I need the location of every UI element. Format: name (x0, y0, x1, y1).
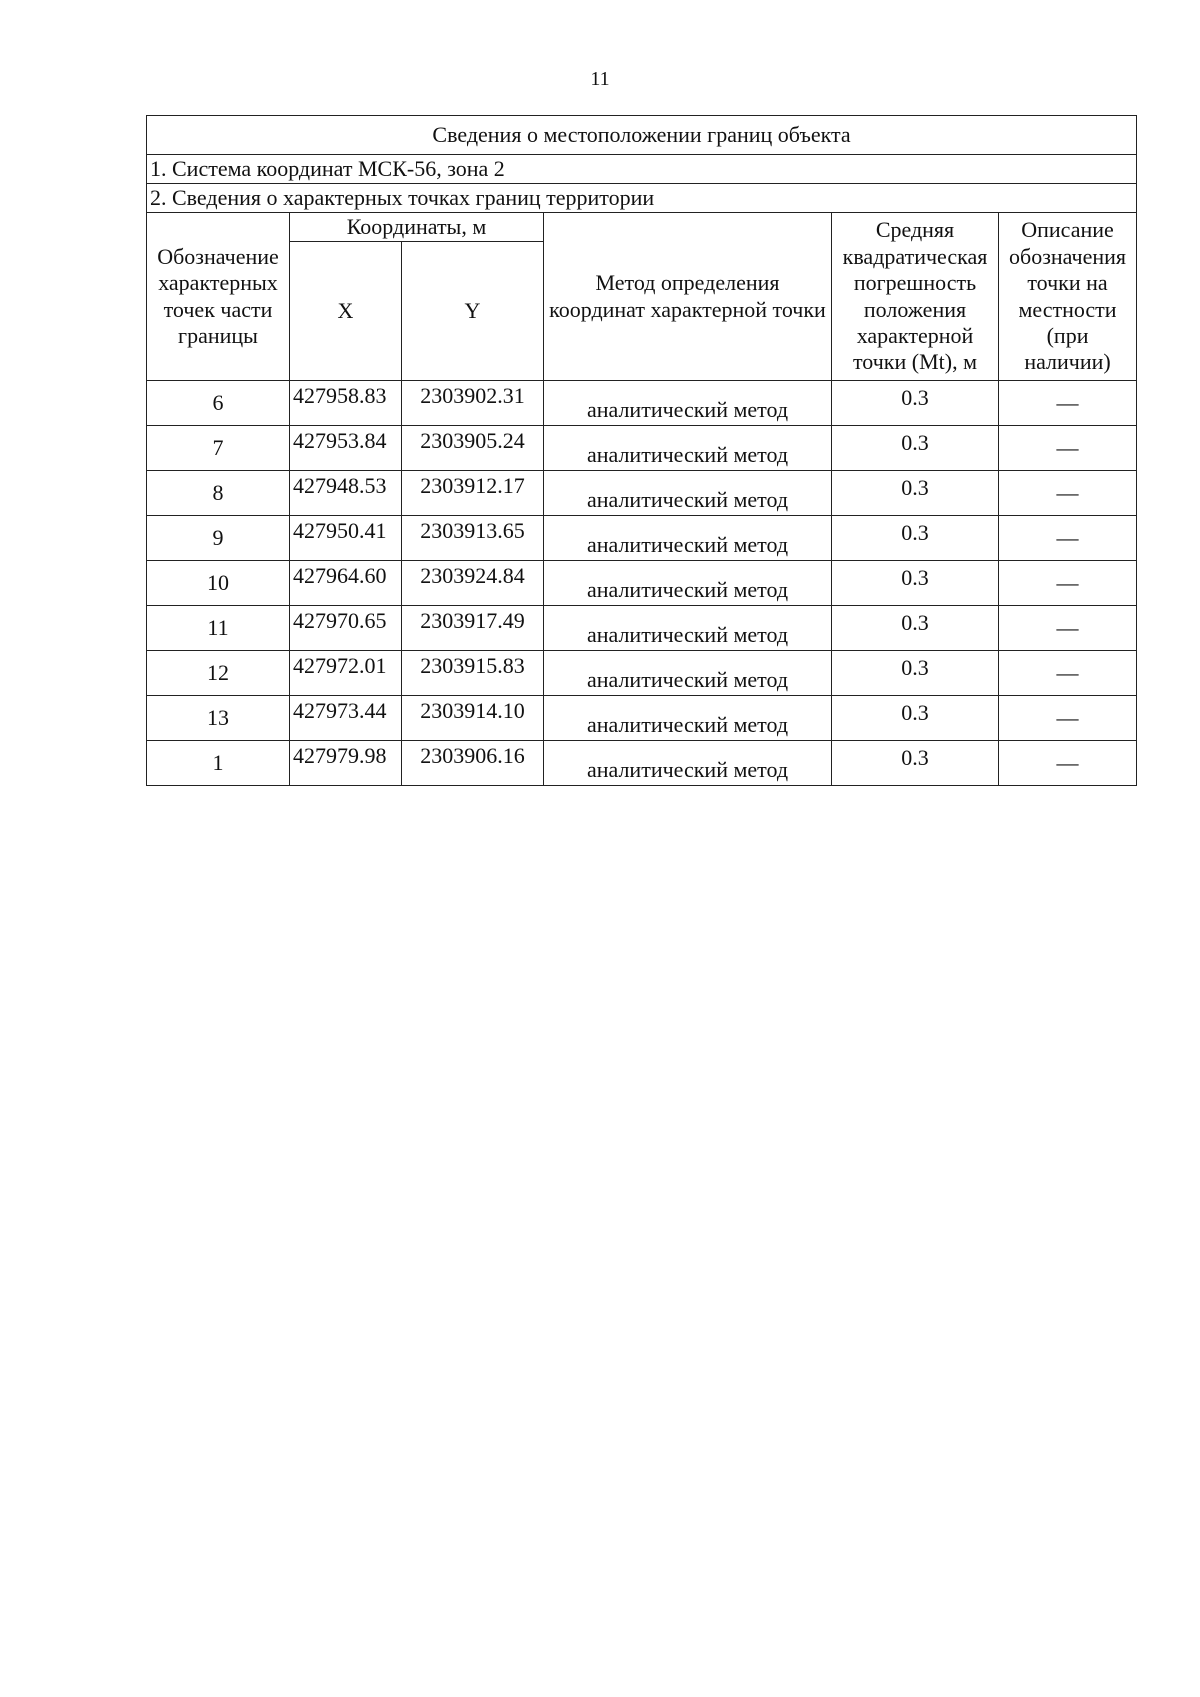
table-row (147, 561, 1137, 606)
header-row-top (147, 213, 1137, 242)
cell-point: 7 (147, 426, 290, 471)
table-title: Сведения о местоположении границ объекта (147, 116, 1137, 155)
cell-y: 2303912.17 (402, 471, 544, 516)
cell-description: — (999, 471, 1137, 516)
cell-point: 1 (147, 741, 290, 786)
header-x: X (290, 242, 402, 381)
header-method: Метод определения координат характерной точки (544, 213, 832, 381)
cell-description: — (999, 741, 1137, 786)
table-row (147, 606, 1137, 651)
cell-method: аналитический метод (544, 381, 832, 426)
cell-x: 427950.41 (290, 516, 402, 561)
cell-point: 8 (147, 471, 290, 516)
table-row (147, 426, 1137, 471)
cell-y: 2303905.24 (402, 426, 544, 471)
cell-x: 427970.65 (290, 606, 402, 651)
cell-y: 2303924.84 (402, 561, 544, 606)
coordinate-system-text: 1. Система координат МСК-56, зона 2 (147, 155, 1137, 184)
table-row (147, 381, 1137, 426)
cell-method: аналитический метод (544, 426, 832, 471)
cell-error: 0.3 (832, 381, 999, 426)
cell-method: аналитический метод (544, 471, 832, 516)
cell-description: — (999, 426, 1137, 471)
table-row (147, 741, 1137, 786)
cell-description: — (999, 651, 1137, 696)
cell-description: — (999, 516, 1137, 561)
table-row (147, 696, 1137, 741)
cell-x: 427958.83 (290, 381, 402, 426)
header-coordinates: Координаты, м (290, 213, 544, 242)
cell-y: 2303902.31 (402, 381, 544, 426)
cell-description: — (999, 561, 1137, 606)
header-point-designation: Обозначение характерных точек части границы (147, 213, 290, 381)
cell-error: 0.3 (832, 741, 999, 786)
page-number: 11 (590, 68, 610, 90)
cell-point: 13 (147, 696, 290, 741)
cell-x: 427953.84 (290, 426, 402, 471)
cell-error: 0.3 (832, 516, 999, 561)
cell-point: 11 (147, 606, 290, 651)
table-title-row (147, 116, 1137, 155)
boundary-coordinates-table (146, 115, 1137, 786)
cell-error: 0.3 (832, 426, 999, 471)
header-error: Средняя квадратическая погрешность положения характерной точки (Mt), м (832, 213, 999, 381)
header-description: Описание обозначения точки на местности (при наличии) (999, 213, 1137, 381)
coordinate-system-row (147, 155, 1137, 184)
cell-point: 6 (147, 381, 290, 426)
cell-point: 10 (147, 561, 290, 606)
cell-method: аналитический метод (544, 651, 832, 696)
points-info-text: 2. Сведения о характерных точках границ территории (147, 184, 1137, 213)
cell-error: 0.3 (832, 471, 999, 516)
points-info-row (147, 184, 1137, 213)
cell-error: 0.3 (832, 651, 999, 696)
cell-x: 427964.60 (290, 561, 402, 606)
cell-x: 427979.98 (290, 741, 402, 786)
cell-description: — (999, 696, 1137, 741)
cell-description: — (999, 381, 1137, 426)
cell-x: 427973.44 (290, 696, 402, 741)
cell-point: 12 (147, 651, 290, 696)
cell-error: 0.3 (832, 606, 999, 651)
cell-y: 2303913.65 (402, 516, 544, 561)
cell-x: 427948.53 (290, 471, 402, 516)
cell-y: 2303906.16 (402, 741, 544, 786)
cell-method: аналитический метод (544, 561, 832, 606)
cell-y: 2303914.10 (402, 696, 544, 741)
cell-method: аналитический метод (544, 741, 832, 786)
cell-error: 0.3 (832, 696, 999, 741)
cell-error: 0.3 (832, 561, 999, 606)
cell-point: 9 (147, 516, 290, 561)
cell-description: — (999, 606, 1137, 651)
cell-method: аналитический метод (544, 516, 832, 561)
cell-method: аналитический метод (544, 696, 832, 741)
cell-x: 427972.01 (290, 651, 402, 696)
table-row (147, 471, 1137, 516)
cell-method: аналитический метод (544, 606, 832, 651)
cell-y: 2303915.83 (402, 651, 544, 696)
table-row (147, 516, 1137, 561)
header-y: Y (402, 242, 544, 381)
cell-y: 2303917.49 (402, 606, 544, 651)
table-row (147, 651, 1137, 696)
